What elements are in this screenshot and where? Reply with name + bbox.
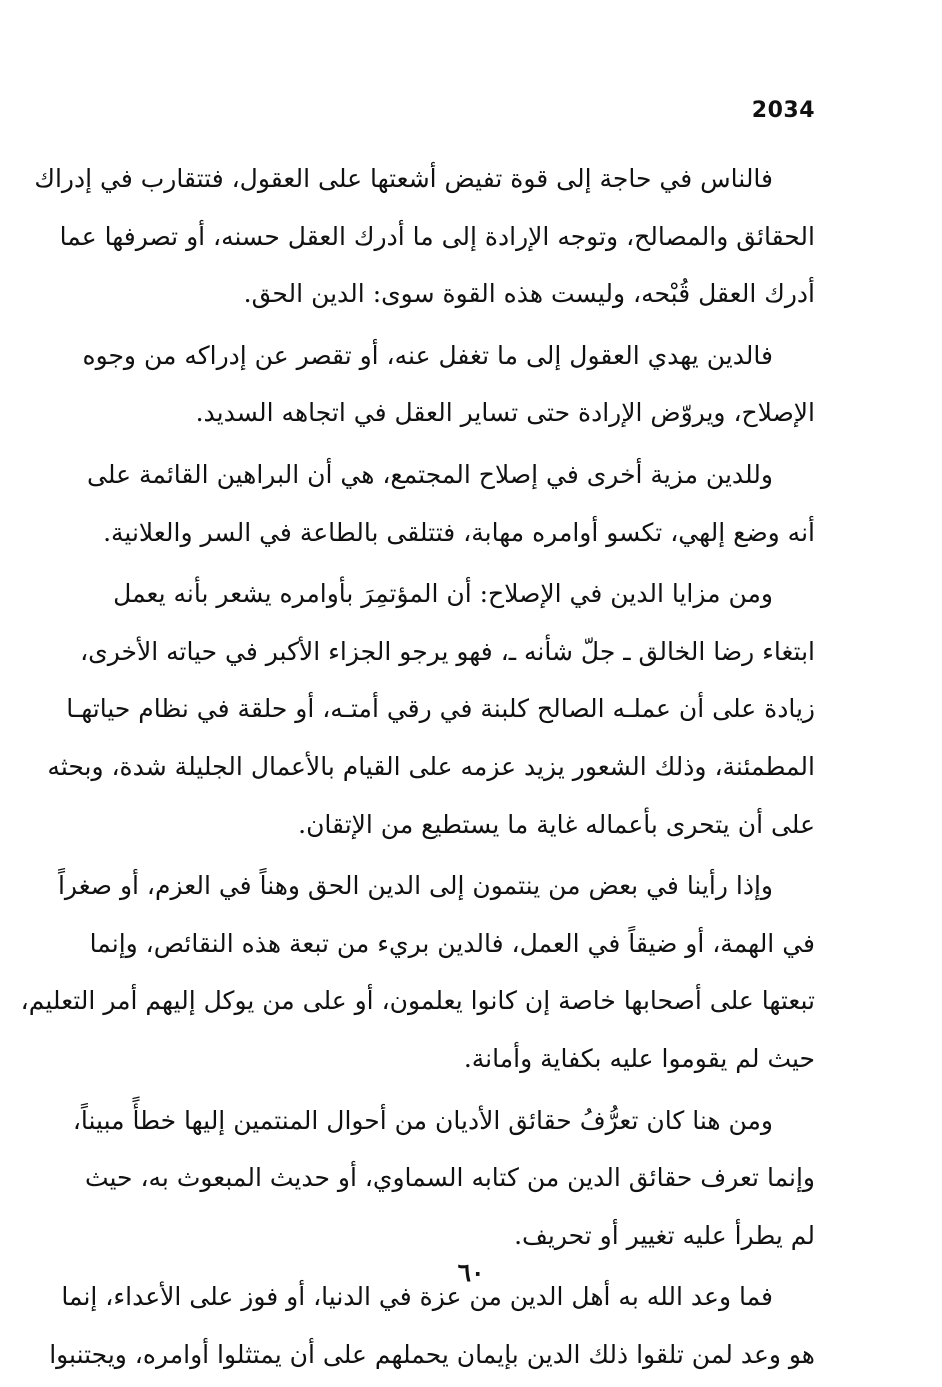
text-line: فالدين يهدي العقول إلى ما تغفل عنه، أو تقصر عن إدراكه من وجوه bbox=[82, 340, 773, 370]
text-line: أدرك العقل قُبْحه، وليست هذه القوة سوى: الدين الحق. bbox=[243, 279, 815, 309]
paragraph-3 bbox=[87, 446, 815, 561]
text-line: في الهمة، أو ضيقاً في العمل، فالدين بريء من تبعة هذه النقائص، وإنما bbox=[89, 928, 815, 958]
text-line: أنه وضع إلهي، تكسو أوامره مهابة، فتتلقى بالطاعة في السر والعلانية. bbox=[103, 517, 815, 547]
text-line: فالناس في حاجة إلى قوة تفيض أشعتها على العقول، فتتقارب في إدراك bbox=[34, 164, 773, 193]
text-line: ومن مزايا الدين في الإصلاح: أن المؤتمِرَ بأوامره يشعر بأنه يعمل bbox=[113, 579, 773, 609]
text-line: هو وعد لمن تلقوا ذلك الدين بإيمان يحملهم على أن يمتثلوا أوامره، ويجتنبوا bbox=[49, 1339, 815, 1369]
text-line: لم يطرأ عليه تغيير أو تحريف. bbox=[514, 1220, 815, 1250]
text-line: حيث لم يقوموا عليه بكفاية وأمانة. bbox=[463, 1043, 815, 1073]
paragraph-1 bbox=[34, 150, 815, 323]
paragraph-2 bbox=[82, 327, 815, 442]
text-line: ابتغاء رضا الخالق ـ جلّ شأنه ـ، فهو يرجو الجزاء الأكبر في حياته الأخرى، bbox=[80, 636, 815, 666]
text-line: وللدين مزية أخرى في إصلاح المجتمع، هي أن البراهين القائمة على bbox=[87, 459, 773, 489]
text-line: الحقائق والمصالح، وتوجه الإرادة إلى ما أدرك العقل حسنه، أو تصرفها عما bbox=[59, 221, 815, 251]
text-line: وإنما تعرف حقائق الدين من كتابه السماوي، أو حديث المبعوث به، حيث bbox=[84, 1163, 815, 1193]
text-line: على أن يتحرى بأعماله غاية ما يستطيع من الإتقان. bbox=[298, 809, 815, 839]
text-line: ومن هنا كان تعرُّفُ حقائق الأديان من أحوال المنتمين إليها خطأً مبيناً، bbox=[72, 1105, 773, 1135]
body-text bbox=[20, 150, 815, 1387]
paragraph-4 bbox=[47, 565, 815, 853]
page-id: 2034 bbox=[751, 98, 815, 123]
text-line: تبعتها على أصحابها خاصة إن كانوا يعلمون، أو على من يوكل إليهم أمر التعليم، bbox=[20, 986, 815, 1016]
paragraph-6 bbox=[72, 1092, 815, 1265]
text-line: زيادة على أن عملـه الصالح كلبنة في رقي أمتـه، أو حلقة في نظام حياتهـا bbox=[66, 694, 815, 724]
page-number: ٦٠ bbox=[457, 1258, 485, 1287]
text-line: فما وعد الله به أهل الدين من عزة في الدنيا، أو فوز على الأعداء، إنما bbox=[61, 1282, 773, 1312]
paragraph-5 bbox=[20, 857, 815, 1087]
text-line: وإذا رأينا في بعض من ينتمون إلى الدين الحق وهناً في العزم، أو صغراً bbox=[57, 871, 773, 901]
text-line: المطمئنة، وذلك الشعور يزيد عزمه على القيام بالأعمال الجليلة شدة، وبحثه bbox=[47, 751, 815, 781]
text-line: الإصلاح، ويروّض الإرادة حتى تساير العقل في اتجاهه السديد. bbox=[195, 398, 815, 428]
